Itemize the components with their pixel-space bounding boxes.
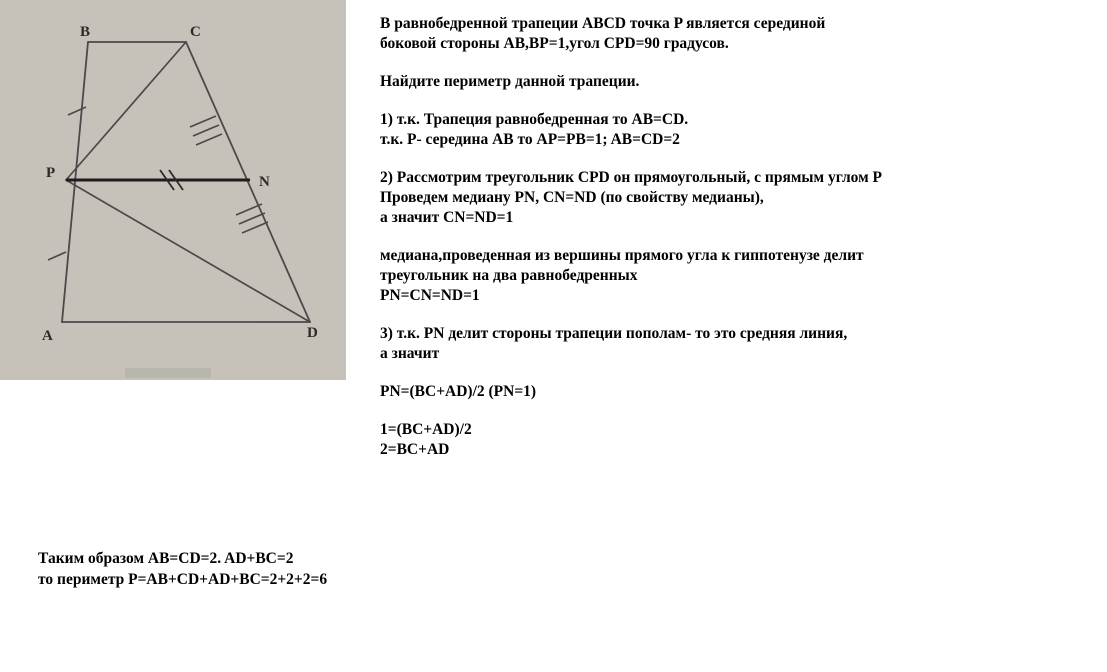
trapezoid-diagram-svg <box>0 0 346 380</box>
step1-line-1: 1) т.к. Трапеция равнобедренная то AB=CD. <box>380 111 689 128</box>
figure-panel <box>0 0 346 380</box>
vertex-label-p: P <box>46 165 56 181</box>
step2-line-3: а значит CN=ND=1 <box>380 209 514 226</box>
formula-midline <box>380 382 1080 402</box>
problem-line-1: В равнобедренной трапеции ABCD точка P является серединой <box>380 15 826 32</box>
photo-smudge <box>125 368 211 378</box>
question-line-1: Найдите периметр данной трапеции. <box>380 73 640 90</box>
vertex-label-b: B <box>80 24 91 40</box>
step1-line-2: т.к. P- середина AB то AP=PB=1; AB=CD=2 <box>380 131 680 148</box>
vertex-label-a: A <box>42 328 53 344</box>
step-1 <box>380 110 1080 150</box>
step3-line-2: а значит <box>380 345 440 362</box>
step-2b <box>380 246 1080 306</box>
vertex-label-c: C <box>190 24 201 40</box>
question <box>380 72 1080 92</box>
step-3 <box>380 324 1080 364</box>
step3-line-1: 3) т.к. PN делит стороны трапеции пополам- то это средняя линия, <box>380 325 848 342</box>
step2-line-2: Проведем медиану PN, CN=ND (по свойству медианы), <box>380 189 764 206</box>
step2-line-1: 2) Рассмотрим треугольник CPD он прямоугольный, с прямым углом P <box>380 169 883 186</box>
step2b-line-1: медиана,проведенная из вершины прямого угла к гиппотенузе делит <box>380 247 864 264</box>
formula2-line-1: 1=(BC+AD)/2 <box>380 421 472 438</box>
formula2-line-2: 2=BC+AD <box>380 441 450 458</box>
step2b-line-2: треугольник на два равнобедренных <box>380 267 638 284</box>
step2b-line-3: PN=CN=ND=1 <box>380 287 480 304</box>
formula-sum <box>380 420 1080 460</box>
formula1-line-1: PN=(BC+AD)/2 (PN=1) <box>380 383 537 400</box>
conclusion-line-2: то периметр P=AB+CD+AD+BC=2+2+2=6 <box>38 571 328 588</box>
conclusion-line-1: Таким образом AB=CD=2. AD+BC=2 <box>38 550 294 567</box>
vertex-label-n: N <box>259 174 270 190</box>
vertex-label-d: D <box>307 325 318 341</box>
conclusion <box>38 548 738 590</box>
solution-text <box>380 14 1080 478</box>
step-2 <box>380 168 1080 228</box>
problem-line-2: боковой стороны AB,BP=1,угол CPD=90 градусов. <box>380 35 729 52</box>
problem-statement <box>380 14 1080 54</box>
